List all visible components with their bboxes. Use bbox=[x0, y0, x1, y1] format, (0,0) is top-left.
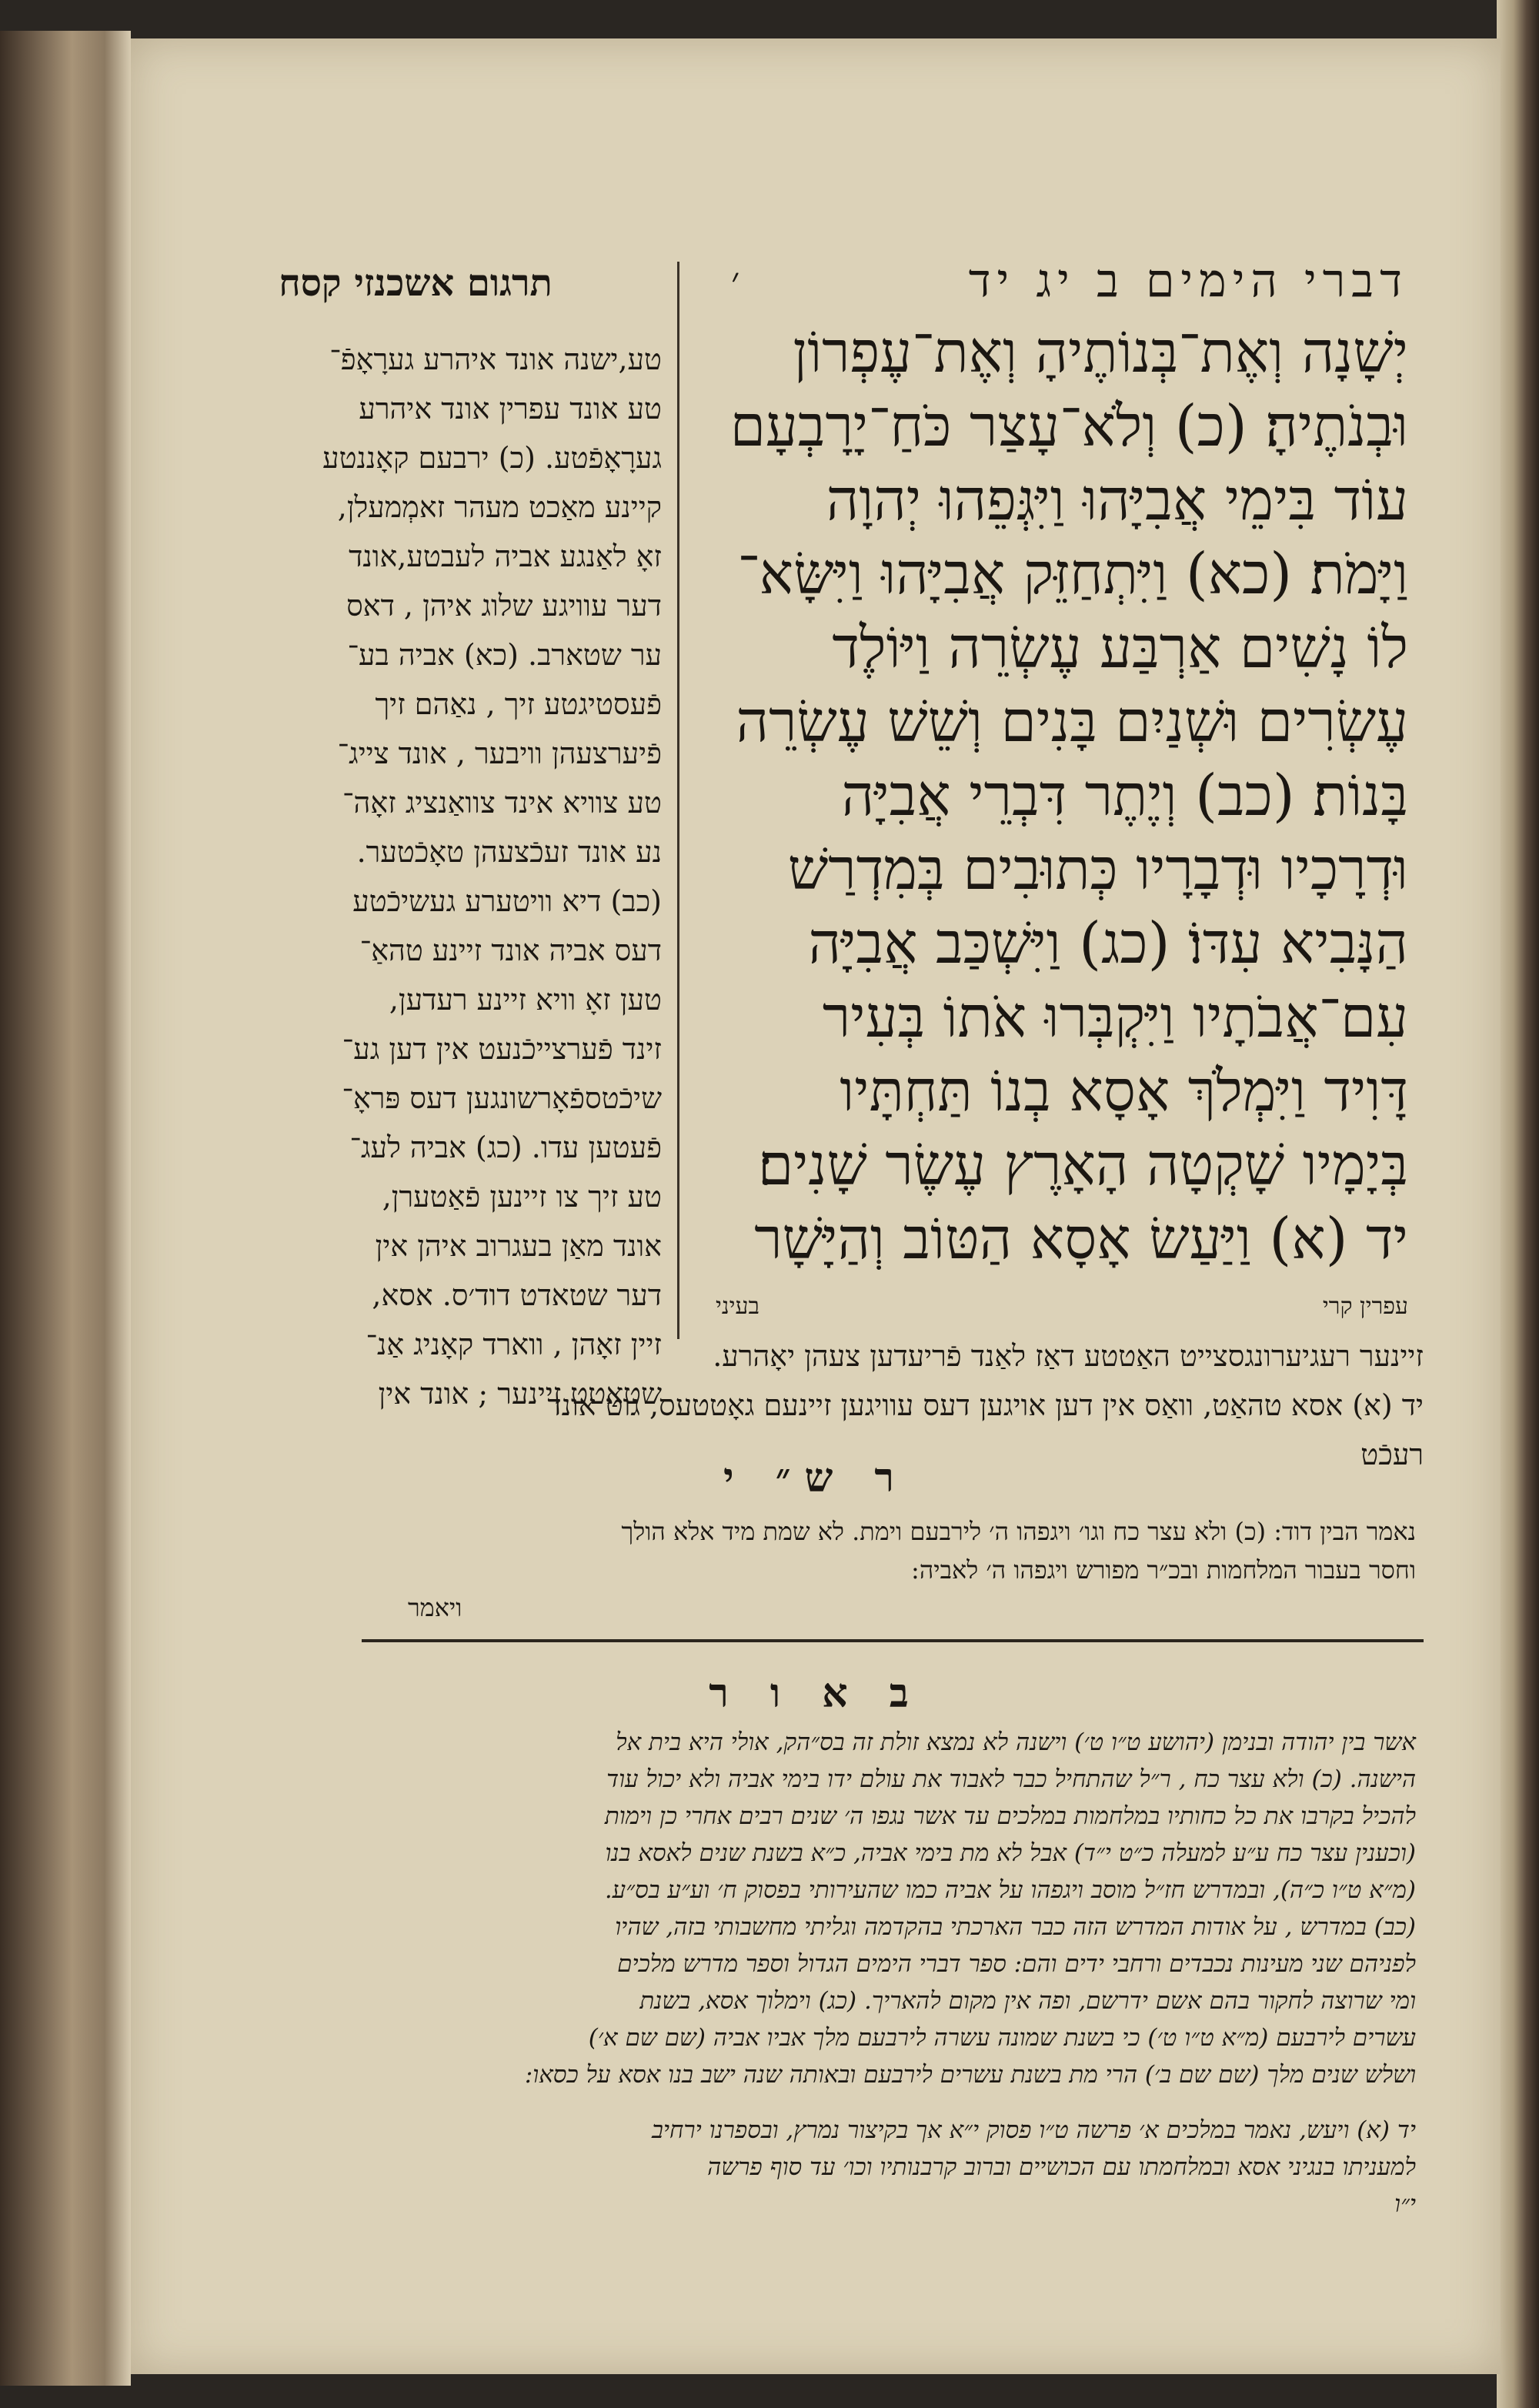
targum-line: זיין זאָהן , ווארד קאָניג אַנ־ bbox=[366, 1328, 662, 1361]
targum-line: טע צוויא אינד צוואַנציג זאָה־ bbox=[342, 786, 662, 820]
targum-line: זינד פֿערצייכֿנעט אין דען גע־ bbox=[342, 1032, 662, 1066]
verse-line: בְּיָמָיו שָׁקְטָה הָאָרֶץ עֶשֶׂר שָׁנִים׃ bbox=[757, 1132, 1408, 1198]
running-header bbox=[731, 246, 1408, 316]
targum-line: זיינער רעגיערונגסצייט האַטטע דאַז לאַנד פֿריעדען צעהן יאָהרע. bbox=[713, 1339, 1424, 1373]
main-scripture-text bbox=[716, 316, 1408, 1276]
targum-line: פֿעסטיגטע זיך , נאַהם זיך bbox=[375, 687, 662, 721]
section-divider bbox=[362, 1639, 1424, 1642]
targum-line: טע זיך צו זיינען פֿאַטערן, bbox=[382, 1180, 662, 1214]
targum-line: (כב) דיא וויטערע געשיכֿטע bbox=[352, 884, 662, 918]
targum-line: פֿיערצעהן וויבער , אונד צייג־ bbox=[337, 736, 662, 770]
biur-line: למעניתו בנגיני אסא ובמלחמתו עם הכושיים וברוב קרבנותיו וכו׳ עד סוף פרשה bbox=[707, 2153, 1416, 2181]
rashi-line: נאמר הבין דוד: (כ) ולא עצר כח וגו׳ ויגפהו ה׳ לירבעם וימת. לא שמת מיד אלא הולך bbox=[621, 1517, 1416, 1546]
verse-line: עוֹד בִּימֵי אֲבִיָּהוּ וַיִּגְּפֵהוּ יְהוָה bbox=[826, 467, 1408, 533]
verse-line: וַיָּמֹת׃ (כא) וַיִּתְחַזֵּק אֲבִיָּהוּ וַיִּשָּׂא־ bbox=[737, 541, 1408, 607]
targum-line: דער עוויגע שלוג איהן , דאס bbox=[346, 589, 662, 623]
verse-line: בָּנוֹת׃ (כב) וְיֶתֶר דִּבְרֵי אֲבִיָּה bbox=[841, 763, 1408, 829]
biur-commentary bbox=[169, 1724, 1416, 2223]
verse-line: וּדְרָכָיו וּדְבָרָיו כְּתוּבִים בְּמִדְרַשׁ bbox=[787, 837, 1408, 903]
targum-line: זאָ לאַנגע אביה לעבטע,אונד bbox=[349, 539, 662, 573]
targum-line: דעס אביה אונד זיינע טהאַ־ bbox=[359, 933, 662, 967]
rashi-line: וחסר בעבור המלחמות ובכ״ר מפורש ויגפהו ה׳ לאביה: bbox=[911, 1555, 1416, 1585]
targum-line: נע אונד זעכֿצעהן טאָכֿטער. bbox=[356, 835, 662, 869]
targum-line: שיכֿטספֿאָרשונגען דעס פּראָ־ bbox=[342, 1081, 662, 1115]
targum-line: יד (א) אסא טהאַט, וואַס אין דען אויגען דעס עוויגען זיינעם גאָטטעס, גוט אונד bbox=[547, 1388, 1424, 1422]
page-content bbox=[131, 38, 1501, 2374]
verse-line: יד (א) וַיַּעַשׂ אָסָא הַטּוֹב וְהַיָּשָׁר bbox=[754, 1206, 1408, 1272]
verse-line: יְשָׁנָה וְאֶת־בְּנוֹתֶיהָ וְאֶת־עֶפְרוֹן bbox=[793, 319, 1408, 386]
book-edge-left bbox=[0, 31, 131, 2386]
verse-line: עִם־אֲבֹתָיו וַיִּקְבְּרוּ אֹתוֹ בְּעִיר bbox=[822, 984, 1408, 1050]
targum-line: אונד מאַן בעגרוב איהן אין bbox=[375, 1229, 662, 1263]
kri-note bbox=[716, 1293, 1408, 1324]
targum-column bbox=[177, 335, 662, 1418]
targum-line: טען זאָ וויא זיינע רעדען, bbox=[389, 983, 662, 1017]
targum-line: גערָאָפֿטע. (כ) ירבעם קאָננטע bbox=[322, 441, 662, 475]
biur-line: (כב) במדרש , על אודות המדרש הזה כבר הארכתי בהקדמה וגליתי מחשבותי בזה, שהיו bbox=[615, 1913, 1416, 1941]
biur-line: עשרים לירבעם (מ״א ט״ו ט׳) כי בשנת שמונה עשרה לירבעם מלך אביו אביה (שם שם א׳) bbox=[588, 2024, 1416, 2052]
rashi-heading: ר ש״ י bbox=[723, 1454, 908, 1501]
kri-note-left: בעיני bbox=[716, 1293, 759, 1320]
kri-note-right: עפרין קרי bbox=[1322, 1293, 1408, 1320]
targum-line: שטאַטט זיינער ; אונד אין bbox=[378, 1377, 662, 1411]
biur-line: אשר בין יהודה ובנימן (יהושע ט״ו ט׳) וישנה לא נמצא זולת זה בס״הק, אולי היא בית אל bbox=[616, 1728, 1416, 1756]
verse-line: וּבְנֹתֶיהָ׃ (כ) וְלֹא־עָצַר כֹּחַ־יָרָבְעָם bbox=[729, 393, 1408, 459]
targum-heading: תרגום אשכנזי קסח bbox=[279, 262, 553, 305]
verse-line: לוֹ נָשִׁים אַרְבַּע עֶשְׂרֵה וַיּוֹלֶד bbox=[832, 615, 1408, 681]
rashi-commentary bbox=[185, 1512, 1416, 1589]
catchword: ויאמר bbox=[408, 1593, 462, 1622]
targum-line: טע,ישנה אונד איהרע גערָאָפֿ־ bbox=[329, 342, 662, 376]
biur-line: (מ״א ט״ו כ״ה), ובמדרש חז״ל מוסב ויגפהו על אביה כמו שהעירותי בפסוק ח׳ וע״ע בס״ע. bbox=[604, 1876, 1416, 1904]
targum-line: ער שטארב. (כא) אביה בע־ bbox=[347, 638, 662, 672]
targum-line: קיינע מאַכט מעהר זאמְמעלן, bbox=[337, 490, 662, 524]
column-divider bbox=[677, 262, 679, 1339]
verse-line: עֶשְׂרִים וּשְׁנַיִם בָּנִים וְשֵׁשׁ עֶשְׂרֵה bbox=[736, 689, 1408, 755]
biur-line: (וכענין עצר כח ע״ע למעלה כ״ט י״ד) אבל לא מת בימי אביה, כ״א בשנת שנים לאסא בנו bbox=[605, 1839, 1416, 1867]
targum-line: טע אונד עפרין אונד איהרע bbox=[359, 392, 662, 426]
targum-line: פֿעטען עדו. (כג) אביה לעג־ bbox=[349, 1131, 662, 1164]
page-title: דברי הימים ב יג יד bbox=[968, 254, 1408, 308]
targum-line: רעכֿט bbox=[1360, 1438, 1424, 1471]
verse-line: דָּוִיד וַיִּמְלֹךְ אָסָא בְנוֹ תַּחְתָּיו bbox=[840, 1058, 1408, 1124]
book-edge-right bbox=[1497, 0, 1539, 2408]
header-mark: ׳ bbox=[731, 259, 740, 303]
biur-line: הישנה. (כ) ולא עצר כח , ר״ל שהתחיל כבר לאבוד את עולם ידו בימי אביה ולא יכול עוד bbox=[606, 1765, 1416, 1793]
verse-line: הַנָּבִיא עִדּוֹ׃ (כג) וַיִּשְׁכַּב אֲבִיָּה bbox=[808, 910, 1408, 977]
biur-line: ושלש שנים מלך (שם שם ב׳) הרי מת בשנת עשרים לירבעם ובאותה שנה ישב בנו אסא על כסאו: bbox=[524, 2061, 1416, 2089]
targum-line: דער שטאדט דוד׳ס. אסא, bbox=[372, 1278, 662, 1312]
biur-line: להכיל בקרבו את כל כחותיו במלחמות במלכים עד אשר נגפו ה׳ שנים רבים אחרי כן וימות bbox=[604, 1802, 1416, 1830]
biur-line: י״ו bbox=[1394, 2190, 1416, 2218]
biur-line: ומי שרוצה לחקור בהם אשם ידרשם, ופה אין מקום להאריך. (כג) וימלוך אסא, בשנת bbox=[639, 1987, 1416, 2015]
biur-line: יד (א) ויעש, נאמר במלכים א׳ פרשה ט״ו פסוק י״א אך בקיצור נמרץ, ובספרנו ירחיב bbox=[651, 2116, 1416, 2144]
book-page bbox=[131, 38, 1501, 2374]
biur-heading: ב א ו ר bbox=[709, 1670, 923, 1717]
biur-line: לפניהם שני מעינות נכבדים ורחבי ידים והם: ספר דברי הימים הגדול וספר מדרש מלכים bbox=[617, 1950, 1416, 1978]
